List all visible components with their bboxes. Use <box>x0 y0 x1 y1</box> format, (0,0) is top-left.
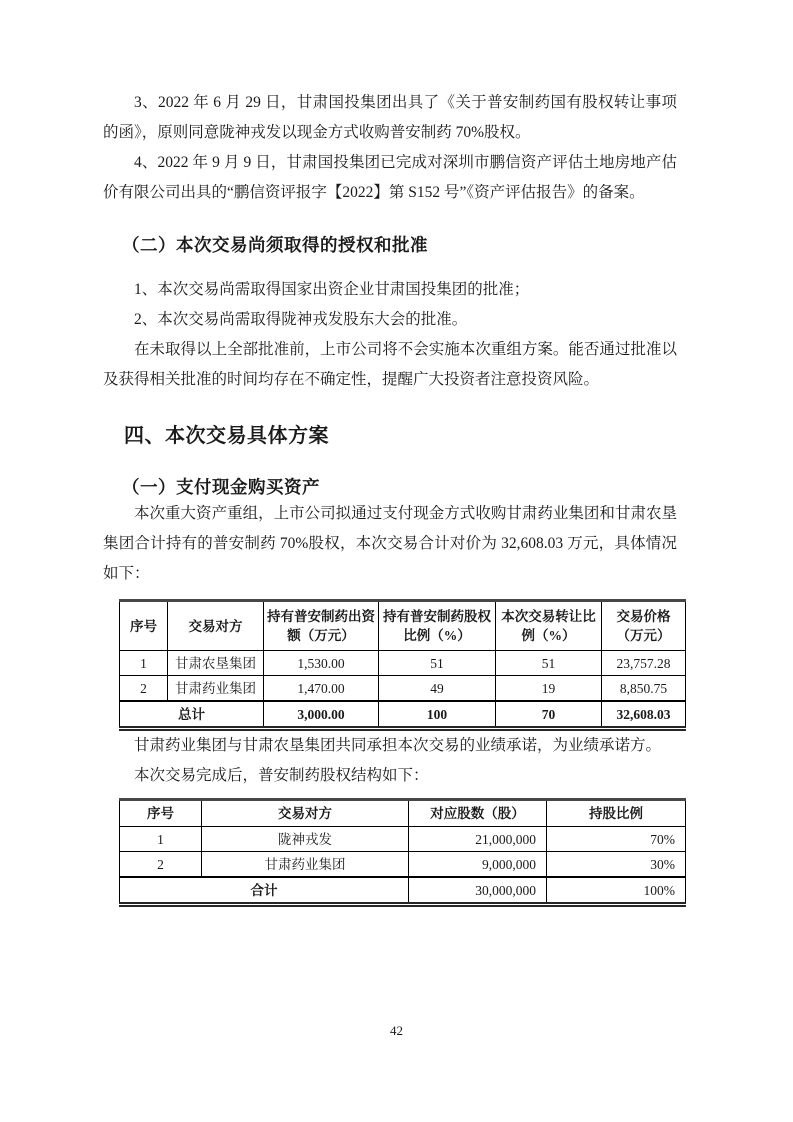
table1-header-equity-ratio: 持有普安制药股权比例（%） <box>379 601 496 651</box>
equity-transfer-price-table <box>119 599 686 731</box>
table2-header-ratio: 持股比例 <box>547 800 686 827</box>
table-row <box>120 827 686 852</box>
table1-cell: 23,757.28 <box>602 651 686 676</box>
paragraph-approval-item-4: 4、2022 年 9 月 9 日，甘肃国投集团已完成对深圳市鹏信资产评估土地房地产估价有限公司出具的“鹏信资评报字【2022】第 S152 号”《资产评估报告》的备案。 <box>103 154 677 201</box>
paragraph-risk-notice: 在未取得以上全部批准前，上市公司将不会实施本次重组方案。能否通过批准以及获得相关批准的时间均存在不确定性，提醒广大投资者注意投资风险。 <box>103 341 677 388</box>
document-body <box>103 0 677 907</box>
table2-cell: 甘肃药业集团 <box>202 852 409 878</box>
table2-header-counterparty: 交易对方 <box>202 800 409 827</box>
table2-total-label: 合计 <box>120 877 409 905</box>
table1-cell: 51 <box>379 651 496 676</box>
table2-cell: 21,000,000 <box>409 827 547 852</box>
heading-section-2-authorizations: （二）本次交易尚须取得的授权和批准 <box>122 235 428 255</box>
table1-cell: 1,530.00 <box>264 651 379 676</box>
table1-cell: 甘肃农垦集团 <box>168 651 264 676</box>
table1-cell: 51 <box>496 651 602 676</box>
list-item-approval-2: 2、本次交易尚需取得陇神戎发股东大会的批准。 <box>134 311 468 328</box>
table1-cell: 2 <box>120 676 168 702</box>
table2-cell: 70% <box>547 827 686 852</box>
table-row <box>120 852 686 878</box>
table2-cell: 30% <box>547 852 686 878</box>
table1-total-cell: 3,000.00 <box>264 701 379 729</box>
table1-total-row <box>120 701 686 729</box>
table1-total-label: 总计 <box>120 701 264 729</box>
paragraph-post-transaction-structure: 本次交易完成后，普安制药股权结构如下： <box>134 767 429 784</box>
table1-header-seq: 序号 <box>120 601 168 651</box>
table2-cell: 2 <box>120 852 202 878</box>
table1-header-counterparty: 交易对方 <box>168 601 264 651</box>
page-number: 42 <box>390 1023 403 1038</box>
paragraph-performance-commitment: 甘肃药业集团与甘肃农垦集团共同承担本次交易的业绩承诺，为业绩承诺方。 <box>134 737 662 754</box>
table2-cell: 9,000,000 <box>409 852 547 878</box>
table1-cell: 1,470.00 <box>264 676 379 702</box>
heading-section-4-1-cash-purchase: （一）支付现金购买资产 <box>122 477 320 497</box>
table1-cell: 19 <box>496 676 602 702</box>
table-row <box>120 651 686 676</box>
table2-total-cell: 100% <box>547 877 686 905</box>
heading-section-4-transaction-plan: 四、本次交易具体方案 <box>124 425 329 447</box>
table1-total-cell: 32,608.03 <box>602 701 686 729</box>
table2-cell: 陇神戎发 <box>202 827 409 852</box>
table1-total-cell: 100 <box>379 701 496 729</box>
table2-header-seq: 序号 <box>120 800 202 827</box>
table1-header-transfer-ratio: 本次交易转让比例（%） <box>496 601 602 651</box>
table2-cell: 1 <box>120 827 202 852</box>
table1-header-capital: 持有普安制药出资额（万元） <box>264 601 379 651</box>
table1-cell: 8,850.75 <box>602 676 686 702</box>
table2-total-row <box>120 877 686 905</box>
list-item-approval-1: 1、本次交易尚需取得国家出资企业甘肃国投集团的批准； <box>134 281 530 298</box>
table-row <box>120 676 686 702</box>
post-transaction-equity-table <box>119 798 686 907</box>
table1-cell: 49 <box>379 676 496 702</box>
table1-cell: 1 <box>120 651 168 676</box>
paragraph-transaction-summary: 本次重大资产重组，上市公司拟通过支付现金方式收购甘肃药业集团和甘肃农垦集团合计持有的普安制药 70%股权，本次交易合计对价为 32,608.03 万元，具体情况如下： <box>103 505 677 582</box>
table2-total-cell: 30,000,000 <box>409 877 547 905</box>
table1-header-row <box>120 601 686 651</box>
table1-cell: 甘肃药业集团 <box>168 676 264 702</box>
table1-total-cell: 70 <box>496 701 602 729</box>
table2-header-row <box>120 800 686 827</box>
table1-header-price: 交易价格（万元） <box>602 601 686 651</box>
table2-header-shares: 对应股数（股） <box>409 800 547 827</box>
paragraph-approval-item-3: 3、2022 年 6 月 29 日，甘肃国投集团出具了《关于普安制药国有股权转让事项的函》，原则同意陇神戎发以现金方式收购普安制药 70%股权。 <box>103 94 677 141</box>
